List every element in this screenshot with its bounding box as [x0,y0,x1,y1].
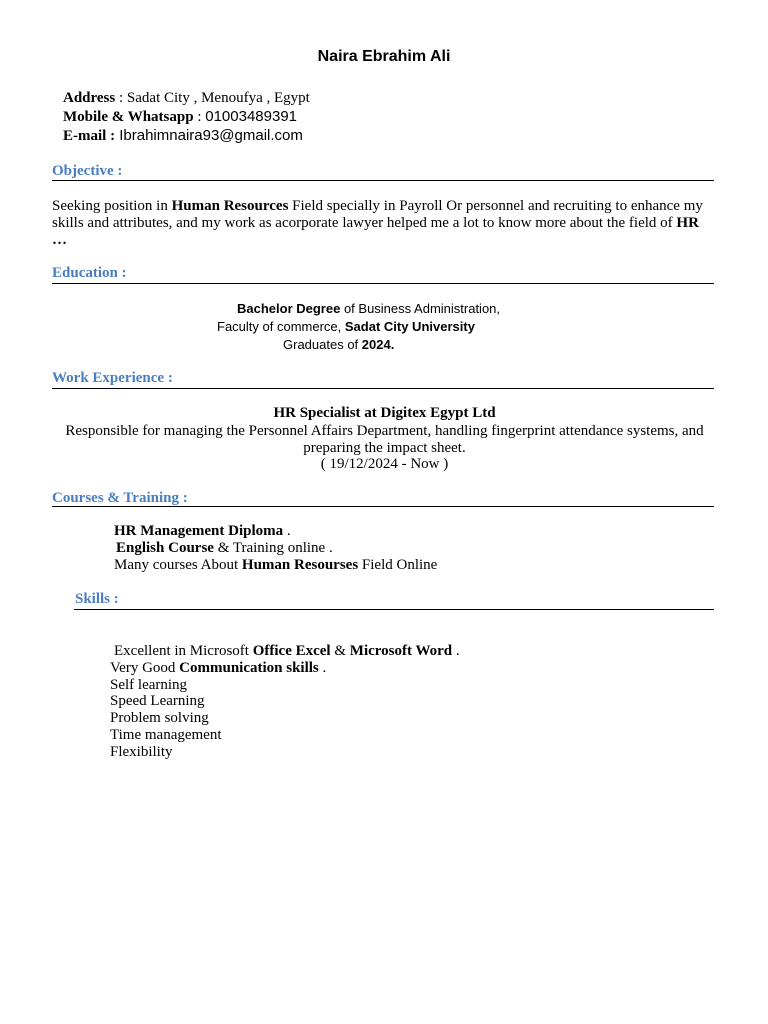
education-rule [52,283,714,284]
email-line [63,127,303,145]
objective-text [52,198,717,249]
skills-rule [74,609,714,610]
skill-item: Problem solving [110,710,209,726]
work-period: ( 19/12/2024 - Now ) [320,456,449,472]
faculty-text: Faculty of commerce, [217,319,345,334]
work-role [52,405,717,422]
course-3-text-2: Field Online [358,557,438,573]
skill-item: Flexibility [110,744,173,760]
course-1-rest: . [283,523,291,539]
mobile-value: 01003489391 [205,108,298,125]
skill-item: Speed Learning [110,693,205,709]
resume-name: Naira Ebrahim Ali [317,48,451,65]
objective-bold-2: HR … [52,215,699,248]
skill-1-text-2: & [330,643,350,659]
education-line-2 [217,318,475,336]
skill-item [114,643,460,660]
skill-2-bold: Communication skills [179,660,319,676]
skill-item: Time management [110,727,222,743]
education-title: Education : [52,265,127,281]
degree-name: Bachelor Degree [237,301,341,316]
skill-1-text-3: . [452,643,460,659]
skill-2-text-2: . [318,660,327,676]
course-1-name: HR Management Diploma [114,523,284,539]
skill-item [110,660,326,677]
course-item [114,523,291,540]
work-description: Responsible for managing the Personnel Affairs Department, handling fingerprint attendance systems, and preparing the impact sheet. [65,423,704,456]
skill-2-text-1: Very Good [110,660,180,676]
work-experience-title: Work Experience : [52,370,173,386]
skill-item: Self learning [110,677,188,693]
objective-bold-1: Human Resources [171,198,289,214]
education-line-3 [283,336,394,354]
courses-title: Courses & Training : [52,490,188,506]
objective-text-2: Field specially in Payroll Or personnel and recruiting to enhance my skills and attributes, and my work as acorporate lawyer helped me a lot to know more about the field of [52,198,703,231]
address-value: : Sadat City , Menoufya , Egypt [115,90,310,106]
graduation-year: 2024. [361,337,395,352]
objective-rule [52,180,714,181]
email-value: Ibrahimnaira93@gmail.com [115,127,303,144]
mobile-separator: : [193,109,206,125]
address-line [63,90,310,107]
address-label: Address [63,90,116,106]
work-role-title: HR Specialist at Digitex Egypt Ltd [273,405,496,421]
email-label: E-mail : [63,128,116,144]
graduation-text: Graduates of [283,337,362,352]
course-3-text-1: Many courses About [114,557,242,573]
course-2-name: English Course [116,540,214,556]
work-experience-rule [52,388,714,389]
degree-field: of Business Administration, [340,301,501,316]
course-item [114,557,437,574]
university-name: Sadat City University [344,319,475,334]
course-2-rest: & Training online . [213,540,333,556]
course-item [116,540,333,557]
mobile-line [63,108,297,126]
objective-title: Objective : [52,163,123,179]
skill-1-bold-2: Microsoft Word [349,643,453,659]
course-3-bold: Human Resourses [241,557,359,573]
objective-text-1: Seeking position in [52,198,172,214]
skills-title: Skills : [75,591,119,607]
mobile-label: Mobile & Whatsapp [63,109,194,125]
skill-1-text-1: Excellent in Microsoft [114,643,253,659]
education-line-1 [237,300,500,318]
skill-1-bold-1: Office Excel [252,643,331,659]
courses-rule [52,506,714,507]
